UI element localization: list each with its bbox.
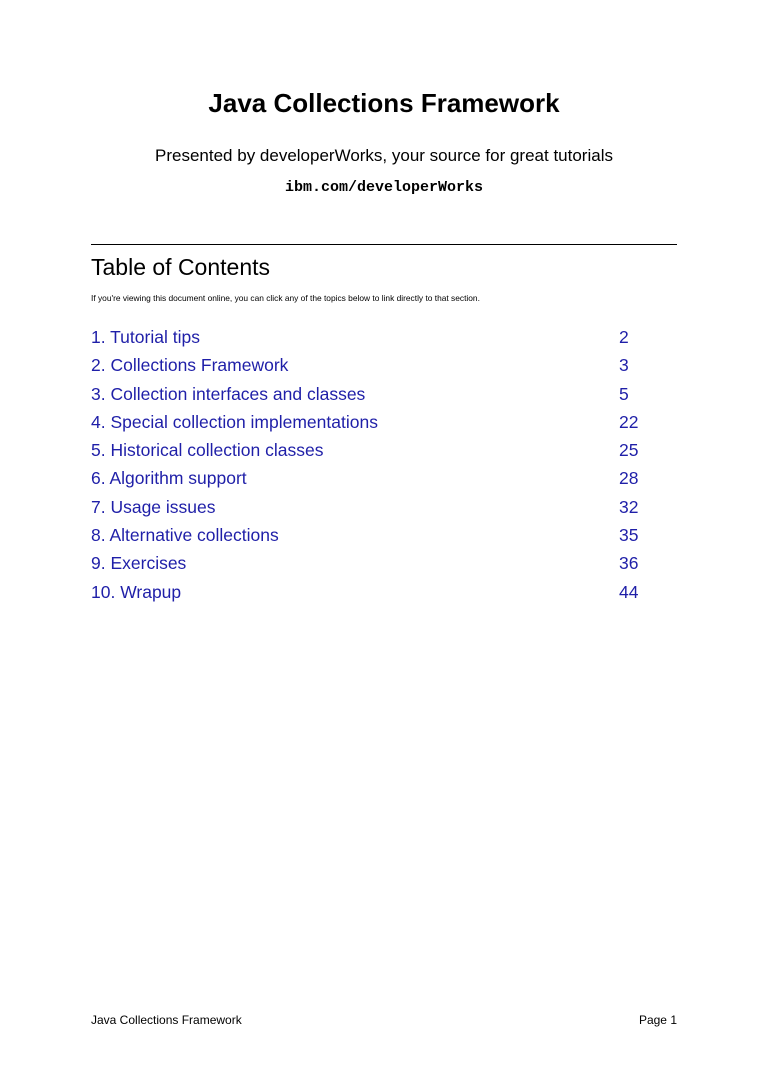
toc-item-label[interactable]: 5. Historical collection classes — [91, 440, 324, 461]
toc-item-page[interactable]: 36 — [619, 553, 639, 574]
document-title: Java Collections Framework — [208, 88, 560, 118]
toc-item-label[interactable]: 1. Tutorial tips — [91, 327, 200, 347]
toc-list — [91, 325, 651, 608]
toc-note: If you're viewing this document online, you can click any of the topics below to link directly to that section. — [91, 293, 480, 303]
footer-document-title: Java Collections Framework — [91, 1013, 242, 1027]
toc-item[interactable] — [91, 382, 651, 410]
toc-item-label[interactable]: 7. Usage issues — [91, 496, 216, 517]
toc-item-page[interactable]: 32 — [619, 496, 639, 517]
toc-item[interactable] — [91, 466, 651, 494]
toc-item-label[interactable]: 2. Collections Framework — [91, 355, 289, 376]
toc-item-label[interactable]: 3. Collection interfaces and classes — [91, 383, 366, 404]
toc-item-page[interactable]: 28 — [619, 468, 639, 489]
toc-item[interactable] — [91, 580, 651, 608]
section-divider — [91, 244, 677, 245]
toc-item-page[interactable]: 5 — [619, 383, 629, 404]
toc-item-label[interactable]: 10. Wrapup — [91, 581, 182, 602]
toc-item-label[interactable]: 4. Special collection implementations — [91, 411, 378, 432]
toc-item-page[interactable]: 25 — [619, 440, 639, 461]
toc-item-page[interactable]: 44 — [619, 581, 639, 602]
toc-item-page[interactable]: 2 — [619, 327, 629, 347]
document-subtitle: Presented by developerWorks, your source for great tutorials — [155, 146, 613, 165]
toc-item[interactable] — [91, 523, 651, 551]
toc-item[interactable] — [91, 353, 651, 381]
toc-item[interactable] — [91, 325, 651, 353]
toc-item-page[interactable]: 35 — [619, 525, 639, 546]
toc-item-label[interactable]: 8. Alternative collections — [91, 525, 279, 546]
toc-item-page[interactable]: 22 — [619, 411, 639, 432]
site-url: ibm.com/developerWorks — [284, 179, 484, 196]
toc-item-label[interactable]: 6. Algorithm support — [91, 468, 247, 489]
toc-heading: Table of Contents — [91, 254, 271, 280]
toc-item[interactable] — [91, 551, 651, 579]
toc-item-page[interactable]: 3 — [619, 355, 629, 376]
toc-item-label[interactable]: 9. Exercises — [91, 553, 187, 574]
toc-item[interactable] — [91, 495, 651, 523]
toc-item[interactable] — [91, 410, 651, 438]
footer-page-number: Page 1 — [638, 1013, 677, 1027]
toc-item[interactable] — [91, 438, 651, 466]
